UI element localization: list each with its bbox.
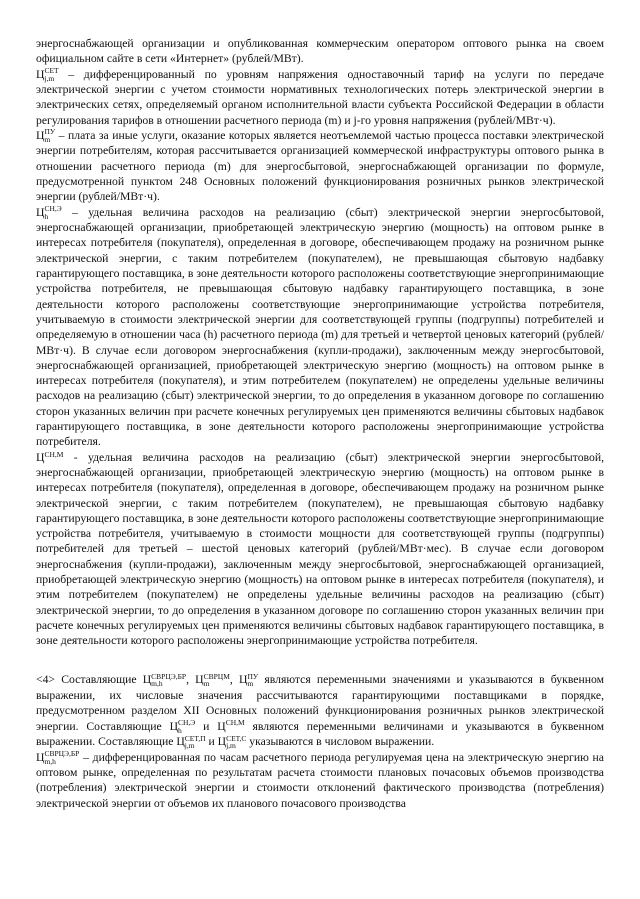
symbol-c-pu: Ц ПУ m bbox=[239, 671, 259, 689]
symbol-c-sn-e: Ц СН,Э h bbox=[169, 718, 196, 735]
paragraph-4-text: - удельная величина расходов на реализацию (сбыт) электрической энергии энергосбытовой, энергоснабжающей организации, приобретающей электрическую энергию (мощность) на оптовом рынке в интересах потребителя (покупателя), определенная в договоре, обеспечивающем продажу на розничном рынке электрической энергии, с таким потребителем (покупателем), не превышающая сбытовую надбавку гарантирующего поставщика, в зоне деятельности которого расположены соответствующие энергопринимающие устройства потребителя, учитываемую в стоимости мощности для соответствующей группы (подгруппы) потребителей для третьей – шестой ценовых категорий (рублей/МВт·мес). В случае если договором энергоснабжения (купли-продажи), заключенным между энергосбытовой, энергоснабжающей организацией, приобретающей электрическую энергию (мощность) на оптовом рынке в интересах потребителя (покупателя), и этим потребителем (покупателем) не определены удельные величины расходов на реализацию (сбыт) электрической энергии, то до определения в указанном договоре по соглашению сторон указанных величин при расчете конечных регулируемых цен применяются величины сбытовых надбавок гарантирующего поставщика, в зоне деятельности которого расположены энергопринимающие устройства потребителя. bbox=[36, 450, 604, 648]
paragraph-0-text: энергоснабжающей организации и опубликованная коммерческим оператором оптового рынка на своем официальном сайте в сети «Интернет» (рублей/МВт). bbox=[36, 37, 604, 66]
symbol-c-svrce-br-mh: Ц СВРЦЭ,БР m,h bbox=[36, 749, 80, 766]
paragraph-6-text: – дифференцированная по часам расчетного периода регулируемая цена на электрическую энергию на оптовом рынке, определенная по результатам расчета стоимости плановых почасовых объемов производства (потребления) электрической энергии и стоимости отклонений фактического производства (потребления) электрической энергии от объемов их планового почасового производства bbox=[36, 750, 604, 810]
paragraph-gap bbox=[36, 648, 604, 672]
document-page bbox=[36, 36, 604, 811]
paragraph-2 bbox=[36, 128, 604, 205]
paragraph-0 bbox=[36, 36, 604, 67]
symbol-c-sn-m: $Ц^{СН,М}$ bbox=[36, 449, 64, 464]
paragraph-4 bbox=[36, 450, 604, 649]
paragraph-1 bbox=[36, 67, 604, 128]
symbol-c-svrcm: Ц СВРЦМ m bbox=[195, 671, 230, 689]
symbol-c-set-p: Ц СЕТ,П j,m bbox=[176, 733, 206, 751]
footnote-4: <4> Составляющие Ц СВРЦЭ,БР m,h , Ц СВРЦМ m , Ц ПУ m являются переменными значениями и указываются в буквенном выражении, их числовые значения рассчитываются гарантирующими поставщиками в порядке, предусмотренном разделом XII Основных положений функционирования розничных рынков электрической энергии. Составляющие Ц СН,Э h и $Ц^{СН,М}$ являются переменными величинами и указываются в буквенном выражении. Составляющие Ц СЕТ,П j,m и Ц СЕТ,С j,m указываются в числовом выражении. bbox=[36, 671, 604, 751]
symbol-c-sn-e-h: Ц СН,Э h bbox=[36, 204, 62, 221]
paragraph-6 bbox=[36, 750, 604, 811]
symbol-c-pu-m: Ц ПУ m bbox=[36, 127, 56, 144]
paragraph-3-text: – удельная величина расходов на реализацию (сбыт) электрической энергии энергосбытовой, энергоснабжающей организации, приобретающей электрическую энергию (мощность) на оптовом рынке в интересах потребителя (покупателя), определенная в договоре, обеспечивающем продажу на розничном рынке электрической энергии, с таким потребителем (покупателем), не превышающая сбытовую надбавку гарантирующего поставщика, в зоне деятельности которого расположены соответствующие энергопринимающие устройства потребителя, не превышающая сбытовую надбавку гарантирующего поставщика, в зоне деятельности которого расположены соответствующие энергопринимающие устройства потребителя, учитываемую в стоимости электрической энергии для соответствующей группы (подгруппы) потребителей и определяемую в отношении часа (h) расчетного периода (m) для третьей и четвертой ценовых категорий (рублей/МВт·ч). В случае если договором энергоснабжения (купли-продажи), заключенным между энергосбытовой, энергоснабжающей организацией, приобретающей электрическую энергию (мощность) на оптовом рынке в интересах потребителя (покупателя), и этим потребителем (покупателем) не определены удельные величины расходов на реализацию (сбыт) электрической энергии, то до определения в указанном договоре по соглашению сторон указанных величин при расчете конечных регулируемых цен применяются величины сбытовых надбавок гарантирующего поставщика, в зоне деятельности которого расположены энергопринимающие устройства потребителя. bbox=[36, 205, 604, 449]
paragraph-1-text: – дифференцированный по уровням напряжения одноставочный тариф на услуги по передаче электрической энергии с учетом стоимости нормативных технологических потерь электрической энергии в электрических сетях, определяемый органом исполнительной власти субъекта Российской Федерации в области регулирования тарифов в отношении расчетного периода (m) и j-го уровня напряжения (рублей/МВт·ч). bbox=[36, 67, 604, 127]
symbol-c-svrce-br: Ц СВРЦЭ,БР m,h bbox=[142, 671, 187, 689]
symbol-c-sn-m-2: $Ц^{СН,М}$ bbox=[217, 718, 245, 733]
paragraph-3 bbox=[36, 205, 604, 450]
symbol-c-set-s: Ц СЕТ,С j,m bbox=[217, 733, 247, 751]
paragraph-2-text: – плата за иные услуги, оказание которых является неотъемлемой частью процесса поставки электрической энергии потребителям, которая рассчитывается организацией коммерческой инфраструктуры оптового рынка в отношении расчетного периода (m) для энергосбытовой, энергоснабжающей организации по формуле, предусмотренной пунктом 248 Основных положений функционирования розничных рынков электрической энергии (рублей/МВт·ч). bbox=[36, 128, 604, 204]
symbol-c-set-jm: Ц СЕТ j,m bbox=[36, 66, 59, 83]
